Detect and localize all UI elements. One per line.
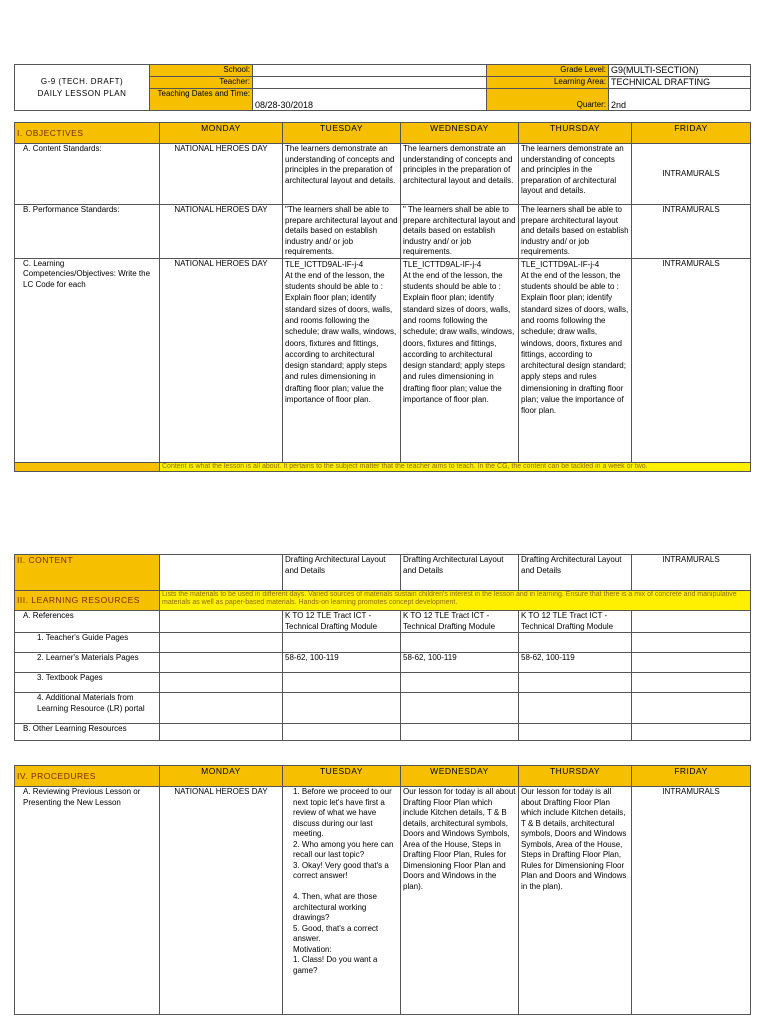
teachers-guide-monday <box>160 633 283 653</box>
other-resources-tuesday <box>283 724 401 741</box>
performance-standards-monday: NATIONAL HEROES DAY <box>160 205 283 259</box>
other-resources-label: B. Other Learning Resources <box>15 724 160 741</box>
learners-materials-tuesday: 58-62, 100-119 <box>283 653 401 673</box>
references-wednesday: K TO 12 TLE Tract ICT - Technical Drafting Module <box>401 611 519 633</box>
objectives-table <box>14 122 751 472</box>
additional-materials-thursday <box>519 693 632 724</box>
learning-area-label: Learning Area: <box>487 77 609 89</box>
additional-materials-tuesday <box>283 693 401 724</box>
learners-materials-friday <box>632 653 751 673</box>
learning-competencies-friday: INTRAMURALS <box>632 258 751 462</box>
references-monday <box>160 611 283 633</box>
teachers-guide-tuesday <box>283 633 401 653</box>
header-table <box>14 64 751 111</box>
day-header-wednesday: WEDNESDAY <box>401 123 519 144</box>
proc-day-header-thursday: THURSDAY <box>519 766 632 787</box>
learning-resources-note: Lists the materials to be used in different days. Varied sources of materials sustain children's interest in the lesson and in learning. Ensure that there is a mix of concrete and manipulative materials as well as paper-based materials. Hands-on learning promotes concept development. <box>160 591 751 611</box>
learners-materials-monday <box>160 653 283 673</box>
textbook-pages-wednesday <box>401 673 519 693</box>
textbook-pages-tuesday <box>283 673 401 693</box>
performance-standards-thursday: The learners shall be able to prepare architectural layout and details based on establish industry and/ or job requirements. <box>519 205 632 259</box>
quarter-label: Quarter: <box>487 89 609 111</box>
procedures-table <box>14 765 751 1015</box>
school-label: School: <box>150 65 253 77</box>
objectives-note: Content is what the lesson is all about. It pertains to the subject matter that the teacher aims to teach. In the CG, the content can be tackled in a week or two. <box>160 462 751 471</box>
references-thursday: K TO 12 TLE Tract ICT - Technical Drafting Module <box>519 611 632 633</box>
additional-materials-wednesday <box>401 693 519 724</box>
objectives-note-spacer <box>15 462 160 471</box>
learning-competencies-tuesday: TLE_ICTTD9AL-IF-j-4 At the end of the lesson, the students should be able to : Explain floor plan; identify standard sizes of doors, walls, and rooms following the schedule; draw walls, windows, doors, fixtures and fittings, according to architectural design standard; apply steps and rules dimensioning in drafting floor plan; value the importance of floor plan. <box>283 258 401 462</box>
content-wednesday: Drafting Architectural Layout and Details <box>401 555 519 591</box>
learning-area-value: TECHNICAL DRAFTING <box>609 77 751 89</box>
other-resources-thursday <box>519 724 632 741</box>
content-standards-tuesday: The learners demonstrate an understanding of concepts and principles in the preparation of architectural layout and details. <box>283 144 401 205</box>
performance-standards-wednesday: " The learners shall be able to prepare architectural layout and details based on establish industry and/ or job requirements. <box>401 205 519 259</box>
proc-day-header-friday: FRIDAY <box>632 766 751 787</box>
learning-competencies-wednesday: TLE_ICTTD9AL-IF-j-4 At the end of the lesson, the students should be able to : Explain floor plan; identify standard sizes of doors, walls, and rooms following the schedule; draw walls, windows, doors, fixtures and fittings, according to architectural design standard; apply steps and rules dimensioning in drafting floor plan; value the importance of floor plan. <box>401 258 519 462</box>
content-standards-label: A. Content Standards: <box>15 144 160 205</box>
content-friday: INTRAMURALS <box>632 555 751 591</box>
textbook-pages-label: 3. Textbook Pages <box>15 673 160 693</box>
teachers-guide-wednesday <box>401 633 519 653</box>
reviewing-lesson-label: A. Reviewing Previous Lesson or Presenting the New Lesson <box>15 787 160 1015</box>
day-header-tuesday: TUESDAY <box>283 123 401 144</box>
content-heading: II. CONTENT <box>15 555 160 591</box>
learning-competencies-thursday: TLE_ICTTD9AL-IF-j-4 At the end of the lesson, the students should be able to : Explain floor plan; identify standard sizes of doors, walls, and rooms following the schedule; draw walls, windows, doors, fixtures and fittings, according to architectural design standard; apply steps and rules dimensioning in drafting floor plan; value the importance of floor plan. <box>519 258 632 462</box>
teacher-label: Teacher: <box>150 77 253 89</box>
day-header-monday: MONDAY <box>160 123 283 144</box>
reviewing-lesson-wednesday: Our lesson for today is all about Drafting Floor Plan which include Kitchen details, T & B details, architectural symbols, Doors and Windows Symbols, Area of the House, Steps in Drafting Floor Plan, Rules for Dimensioning Floor Plan and Doors and Windows in the plan). <box>401 787 519 1015</box>
lesson-plan-title-line2: DAILY LESSON PLAN <box>37 88 127 98</box>
learners-materials-thursday: 58-62, 100-119 <box>519 653 632 673</box>
textbook-pages-thursday <box>519 673 632 693</box>
proc-day-header-wednesday: WEDNESDAY <box>401 766 519 787</box>
teaching-dates-value: 08/28-30/2018 <box>253 89 487 111</box>
reviewing-lesson-thursday: Our lesson for today is all about Drafting Floor Plan which include Kitchen details, T & B details, architectural symbols, Doors and Windows Symbols, Area of the House, Steps in Drafting Floor Plan, Rules for Dimensioning Floor Plan and Doors and Windows in the plan). <box>519 787 632 1015</box>
reviewing-lesson-friday: INTRAMURALS <box>632 787 751 1015</box>
additional-materials-monday <box>160 693 283 724</box>
school-value <box>253 65 487 77</box>
content-standards-thursday: The learners demonstrate an understanding of concepts and principles in the preparation of architectural layout and details. <box>519 144 632 205</box>
other-resources-monday <box>160 724 283 741</box>
references-tuesday: K TO 12 TLE Tract ICT - Technical Drafting Module <box>283 611 401 633</box>
content-standards-monday: NATIONAL HEROES DAY <box>160 144 283 205</box>
teachers-guide-friday <box>632 633 751 653</box>
content-thursday: Drafting Architectural Layout and Details <box>519 555 632 591</box>
content-tuesday: Drafting Architectural Layout and Details <box>283 555 401 591</box>
content-standards-friday: INTRAMURALS <box>632 144 751 205</box>
learning-resources-heading: III. LEARNING RESOURCES <box>15 591 160 611</box>
teaching-dates-label: Teaching Dates and Time: <box>150 89 253 111</box>
lesson-plan-title-line1: G-9 (TECH. DRAFT) <box>40 76 124 86</box>
quarter-value: 2nd <box>609 89 751 111</box>
content-resources-table <box>14 554 751 741</box>
grade-level-value: G9(MULTI-SECTION) <box>609 65 751 77</box>
teachers-guide-label: 1. Teacher's Guide Pages <box>15 633 160 653</box>
content-standards-wednesday: The learners demonstrate an understanding of concepts and principles in the preparation of architectural layout and details. <box>401 144 519 205</box>
proc-day-header-monday: MONDAY <box>160 766 283 787</box>
other-resources-friday <box>632 724 751 741</box>
learners-materials-label: 2. Learner's Materials Pages <box>15 653 160 673</box>
learning-competencies-monday: NATIONAL HEROES DAY <box>160 258 283 462</box>
objectives-heading: I. OBJECTIVES <box>15 123 160 144</box>
learners-materials-wednesday: 58-62, 100-119 <box>401 653 519 673</box>
day-header-friday: FRIDAY <box>632 123 751 144</box>
learning-competencies-label: C. Learning Competencies/Objectives: Write the LC Code for each <box>15 258 160 462</box>
textbook-pages-monday <box>160 673 283 693</box>
references-label: A. References <box>15 611 160 633</box>
additional-materials-label: 4. Additional Materials from Learning Resource (LR) portal <box>15 693 160 724</box>
proc-day-header-tuesday: TUESDAY <box>283 766 401 787</box>
grade-level-label: Grade Level: <box>487 65 609 77</box>
performance-standards-label: B. Performance Standards: <box>15 205 160 259</box>
reviewing-lesson-monday: NATIONAL HEROES DAY <box>160 787 283 1015</box>
teacher-value <box>253 77 487 89</box>
performance-standards-tuesday: "The learners shall be able to prepare architectural layout and details based on establish industry and/ or job requirements. <box>283 205 401 259</box>
other-resources-wednesday <box>401 724 519 741</box>
procedures-heading: IV. PROCEDURES <box>15 766 160 787</box>
references-friday <box>632 611 751 633</box>
performance-standards-friday: INTRAMURALS <box>632 205 751 259</box>
day-header-thursday: THURSDAY <box>519 123 632 144</box>
textbook-pages-friday <box>632 673 751 693</box>
teachers-guide-thursday <box>519 633 632 653</box>
content-monday <box>160 555 283 591</box>
reviewing-lesson-tuesday: 1. Before we proceed to our next topic let's have first a review of what we have discuss during our last meeting. 2. Who among you here can recall our last topic? 3. Okay! Very good that's a correct answer! 4. Then, what are those architectural working drawings? 5. Good, that's a correct answer. Motivation: 1. Class! Do you want a game? <box>283 787 401 1015</box>
additional-materials-friday <box>632 693 751 724</box>
